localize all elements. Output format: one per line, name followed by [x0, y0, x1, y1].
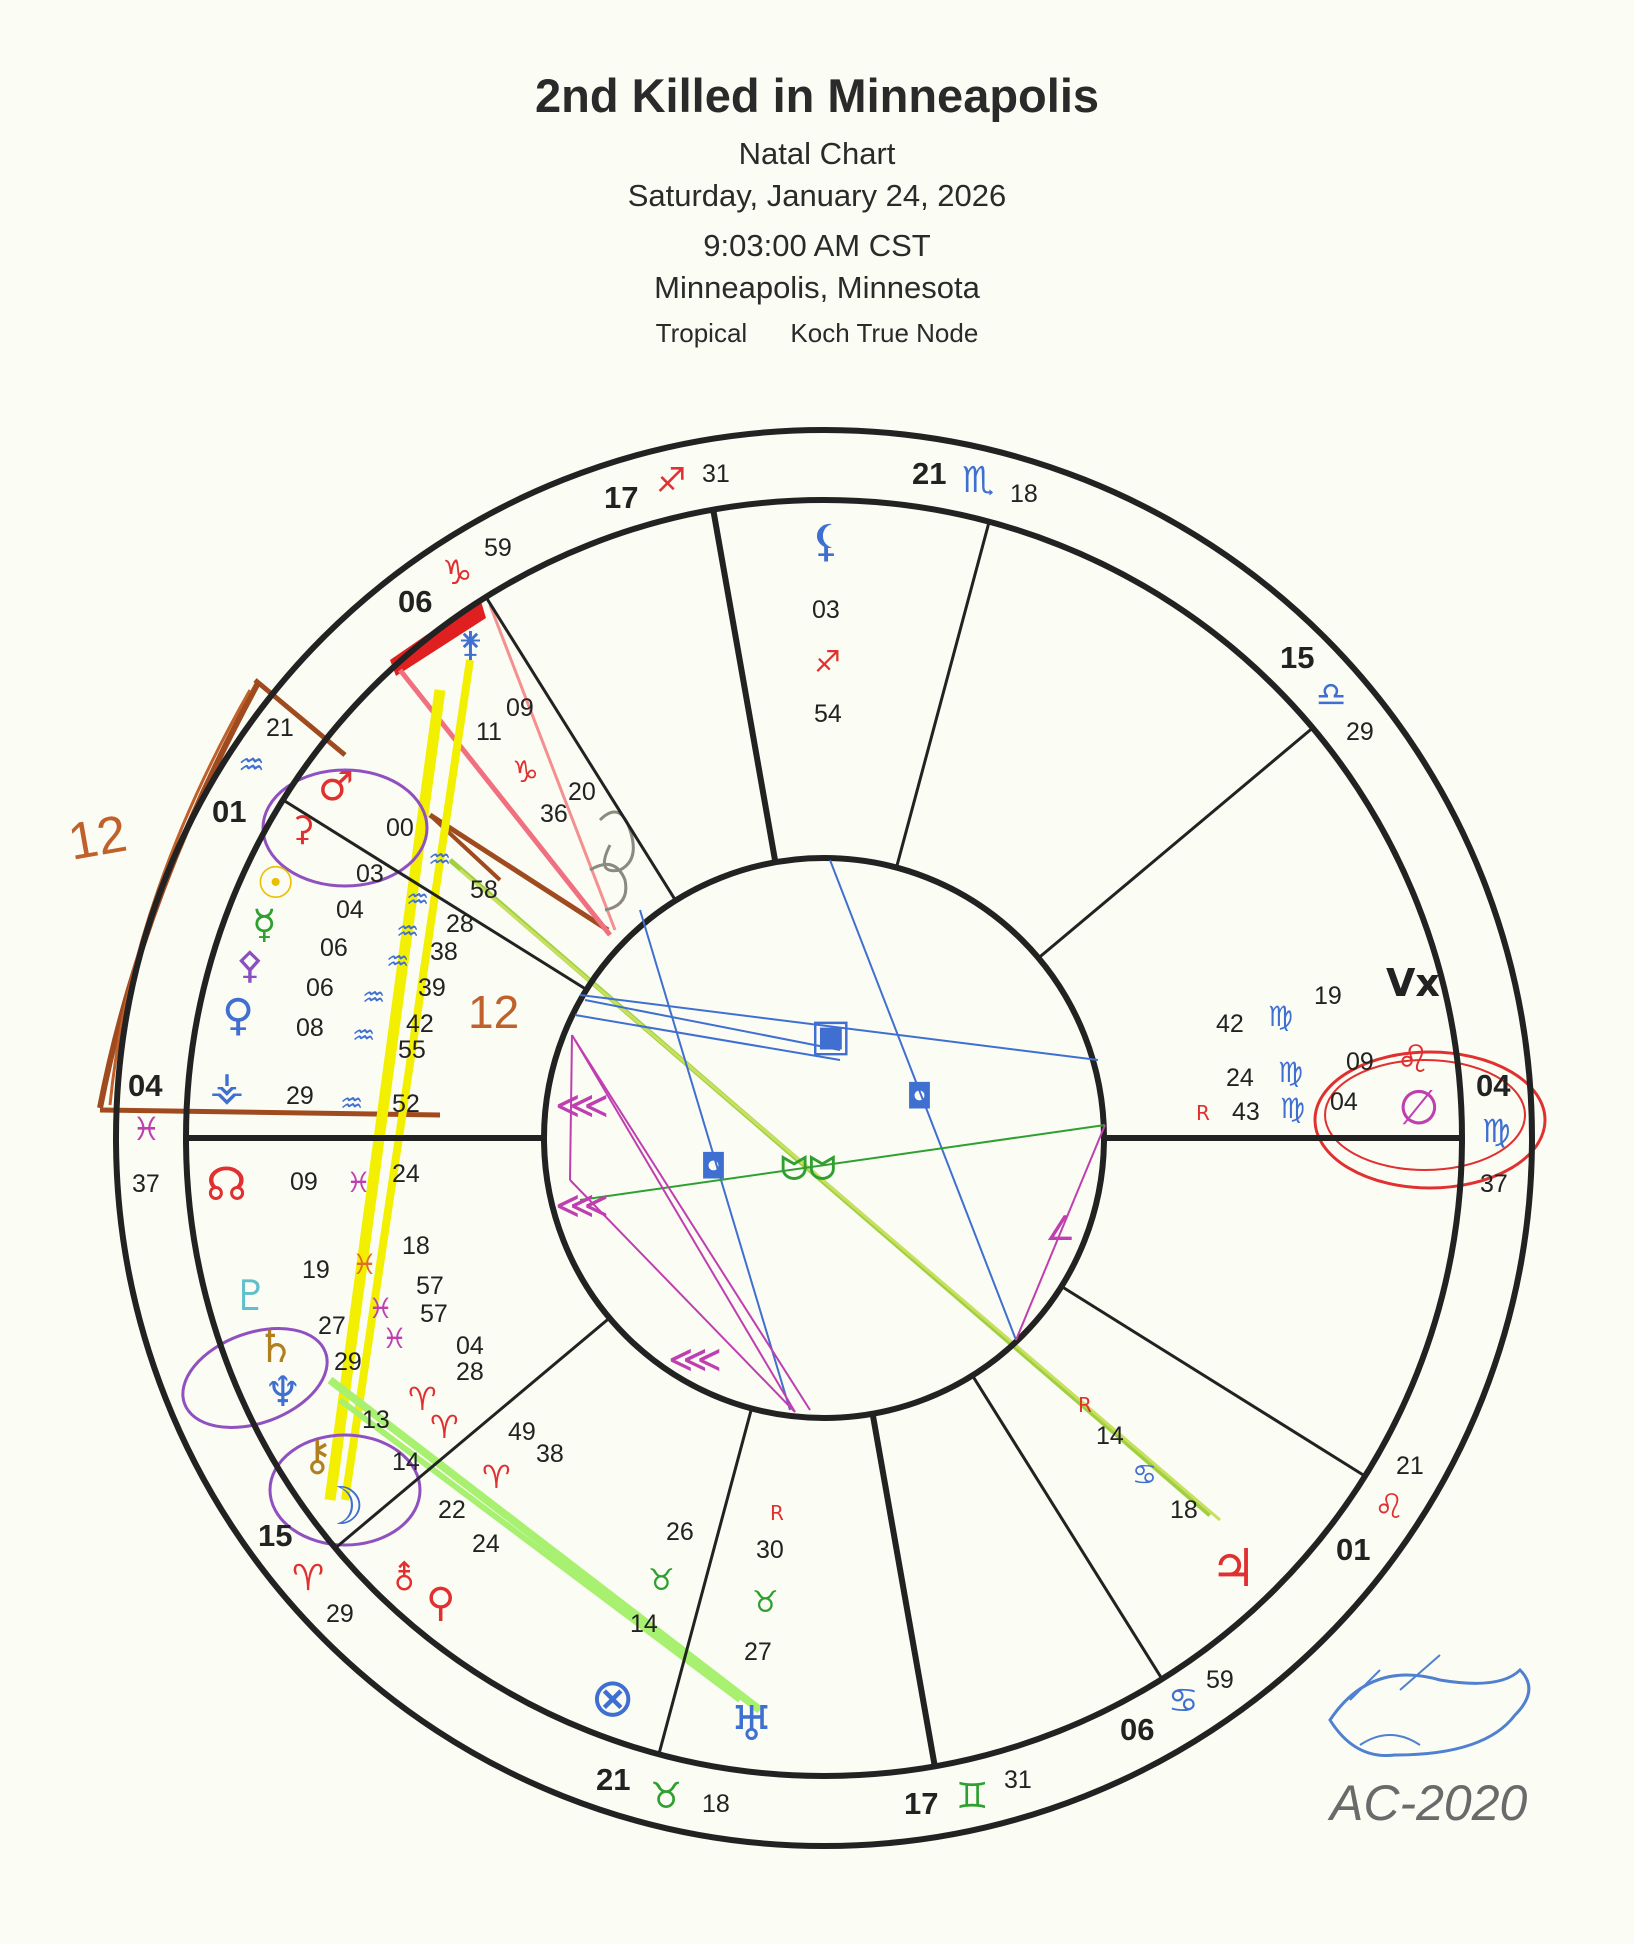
pisces-29-deg: 29 [286, 1082, 314, 1110]
quincunx-glyph: ⋘ [555, 1083, 610, 1127]
leo-icon: ♌ [1374, 1487, 1405, 1527]
moon-sign: ♈ [430, 1408, 459, 1446]
cusp-ic-deg: 17 [904, 1786, 939, 1821]
cusp-ic-min: 31 [1004, 1766, 1032, 1794]
eris-icon-2: ⚲ [426, 1580, 456, 1626]
fortune-sign: ♉ [648, 1563, 675, 1598]
vesta-icon: ⚶ [210, 1064, 244, 1110]
north-node-icon: ☊ [206, 1157, 247, 1211]
handwritten-12-outer: 12 [64, 804, 132, 872]
venus-min: 42 [406, 1010, 434, 1038]
gemini-icon: ♊ [956, 1776, 989, 1817]
mars-deg: 00 [386, 814, 414, 842]
node-min-20: 20 [568, 778, 596, 806]
cusp-8-min: 29 [1346, 718, 1374, 746]
cusp-mc-deg: 17 [604, 480, 639, 515]
yellow-aspect-line-2 [345, 660, 470, 1500]
juno-icon: ⚵ [458, 625, 483, 665]
cusp-9-min: 18 [1010, 480, 1038, 508]
saturn-deg: 29 [334, 1348, 362, 1376]
antivertex-min: 43 [1232, 1098, 1260, 1126]
cusp-3-min: 18 [702, 1790, 730, 1818]
cusp-11-min: 59 [484, 534, 512, 562]
fortune-icon: ⊗ [590, 1666, 636, 1729]
moon-min: 38 [536, 1440, 564, 1468]
chiron-deg-2: 04 [456, 1332, 484, 1360]
cusp-5-min: 59 [1206, 1666, 1234, 1694]
moon-deg: 14 [392, 1448, 420, 1476]
house-cusp-lines [186, 510, 1462, 1767]
node-deg-36: 36 [540, 800, 568, 828]
square-glyph: ◘ [700, 1147, 727, 1187]
green-aspect-line-1 [330, 1380, 760, 1710]
jupiter-min: 14 [1096, 1422, 1124, 1450]
pisces-29-min: 52 [392, 1090, 420, 1118]
house-cusp-line [713, 510, 775, 863]
lilith-min: 54 [814, 700, 842, 728]
planets [206, 516, 1440, 1752]
cusp-8-deg: 15 [1280, 640, 1315, 675]
vertex-min: 42 [1216, 1010, 1244, 1038]
vesta-min: 55 [398, 1036, 426, 1064]
retrograde-antivertex: R [1196, 1101, 1210, 1125]
pisces-29-sign: ♒ [340, 1089, 364, 1119]
chart-date: Saturday, January 24, 2026 [627, 178, 1007, 213]
cusp-2-min: 29 [326, 1600, 354, 1628]
aquarius-icon: ♒ [238, 748, 265, 783]
boar-sketch [1330, 1670, 1529, 1756]
saturn-neptune-min: 18 [402, 1232, 430, 1260]
neptune-deg: 27 [318, 1312, 346, 1340]
eris-icon: ⚨ [390, 1559, 419, 1599]
north-node-sign: ♓ [346, 1166, 372, 1199]
vertex-sign: ♍ [1268, 1000, 1294, 1033]
antivertex-sign: ♍ [1280, 1092, 1306, 1125]
vertex-icon: Vx [1386, 961, 1440, 1005]
jupiter-deg: 18 [1170, 1496, 1198, 1524]
chiron-min: 28 [456, 1358, 484, 1386]
eris-deg: 22 [438, 1496, 466, 1524]
vesta-sign: ♒ [352, 1021, 376, 1051]
pallas-min: 39 [418, 974, 446, 1002]
aspect-line [585, 1000, 840, 1050]
cusp-3-deg: 21 [596, 1762, 631, 1797]
ceres-icon: ⚳ [290, 809, 315, 849]
pholus-icon: ♌ [1396, 1037, 1431, 1081]
quincunx-glyph: ∠ [1045, 1209, 1076, 1249]
cusp-12-deg: 01 [212, 794, 247, 829]
saturn-min: 57 [420, 1300, 448, 1328]
sagittarius-icon: ♐ [656, 461, 687, 501]
mars-icon: ♂ [318, 764, 354, 810]
mercury-sign: ♒ [396, 917, 420, 947]
cusp-11-deg: 06 [398, 584, 433, 619]
cusp-mc-min: 31 [702, 460, 730, 488]
handwritten-12-inner: 12 [468, 986, 520, 1038]
house-cusp-line [896, 522, 989, 868]
virgo-icon: ♍ [1482, 1112, 1511, 1150]
north-node-min: 24 [392, 1160, 420, 1188]
saturn-sign: ♓ [382, 1322, 408, 1355]
pholus-sign: ♍ [1278, 1056, 1304, 1089]
lilith-icon: ⚸ [810, 516, 843, 567]
wheel-structure [116, 430, 1532, 1846]
pink-aspect-line-2 [490, 605, 615, 930]
cusp-2-deg: 15 [258, 1518, 293, 1553]
chiron-icon: ⚷ [302, 1431, 333, 1480]
chiron-deg: 13 [362, 1406, 390, 1434]
square-glyph: ▣ [810, 1010, 852, 1061]
uranus-min: 30 [756, 1536, 784, 1564]
lilith-sign: ♐ [814, 645, 841, 680]
moon-icon: ☽ [318, 1477, 365, 1537]
venus-sign: ♒ [362, 983, 386, 1013]
node-type: Koch True Node [790, 318, 979, 348]
chart-subtitle: Natal Chart [738, 136, 896, 171]
quincunx-glyph: ⋘ [668, 1337, 723, 1381]
juno-deg: 11 [476, 718, 502, 746]
chart-place: Minneapolis, Minnesota [654, 270, 980, 305]
retrograde-jupiter: R [1078, 1393, 1092, 1417]
vertex-deg: 19 [1314, 982, 1342, 1010]
retrograde-uranus: R [770, 1501, 784, 1525]
house-cusp-line [1038, 728, 1312, 958]
saturn-neptune-deg: 19 [302, 1256, 330, 1284]
neptune-icon: ♆ [264, 1367, 302, 1416]
antivertex-icon: ∅ [1398, 1080, 1440, 1136]
neptune-min: 57 [416, 1272, 444, 1300]
sun-icon: ☉ [256, 858, 296, 909]
cusp-6-min: 21 [1396, 1452, 1424, 1480]
sun-deg: 03 [356, 860, 384, 888]
mars-min: 58 [470, 876, 498, 904]
eris-sign: ♈ [482, 1458, 511, 1496]
cusp-dsc-deg: 04 [1476, 1068, 1511, 1103]
mars-sign: ♒ [428, 845, 452, 875]
cusp-dsc-min: 37 [1480, 1170, 1508, 1198]
mercury-icon: ☿ [252, 902, 277, 948]
chiron-sign: ♈ [408, 1380, 437, 1418]
libra-icon: ♎ [1316, 675, 1347, 715]
sun-sign: ♒ [406, 885, 430, 915]
gray-scribble [590, 812, 633, 910]
saturn-neptune-icon: ♇ [232, 1271, 270, 1320]
aspect-line [580, 1125, 1105, 1200]
neptune-sign: ♓ [368, 1292, 394, 1325]
scorpio-icon: ♏ [962, 460, 995, 501]
signature-text: AC-2020 [1330, 1775, 1528, 1831]
uranus-sign: ♉ [752, 1585, 779, 1620]
saturn-icon: ♄ [256, 1322, 296, 1373]
pallas-sign: ♒ [386, 947, 410, 977]
house-cusp-line [873, 1414, 935, 1767]
pisces-icon: ♓ [132, 1110, 161, 1148]
cusp-asc-deg: 04 [128, 1068, 163, 1103]
jupiter-icon: ♃ [1210, 1539, 1257, 1599]
cusp-5-deg: 06 [1120, 1712, 1155, 1747]
chart-title: 2nd Killed in Minneapolis [534, 69, 1100, 122]
house-cusp-line [972, 1375, 1162, 1679]
square-glyph: ◘ [906, 1077, 933, 1117]
signature [1327, 1655, 1529, 1831]
cusp-9-deg: 21 [912, 456, 947, 491]
saturn-neptune-sign: ♓ [352, 1248, 378, 1281]
north-node-deg: 09 [290, 1168, 318, 1196]
pholus-deg: 09 [1346, 1048, 1374, 1076]
zodiac-type: Tropical [655, 318, 748, 348]
fortune-deg: 14 [630, 1610, 658, 1638]
mercury-min: 38 [430, 938, 458, 966]
eris-min: 24 [472, 1530, 500, 1558]
cusp-asc-min: 37 [132, 1170, 160, 1198]
capricorn-icon: ♑ [442, 553, 473, 593]
pallas-icon: ⚴ [236, 943, 264, 987]
taurus-icon: ♉ [650, 1776, 683, 1817]
juno-min: 09 [506, 694, 534, 722]
vesta-deg: 08 [296, 1014, 324, 1042]
moon-deg-2: 49 [508, 1418, 536, 1446]
quincunx-glyph: ⋘ [555, 1183, 610, 1227]
cancer-icon: ♋ [1168, 1681, 1199, 1721]
venus-deg: 06 [306, 974, 334, 1002]
uranus-deg: 27 [744, 1638, 772, 1666]
jupiter-sign: ♋ [1132, 1458, 1158, 1491]
trine-glyph: ᗢᗢ [780, 1149, 837, 1189]
chart-time: 9:03:00 AM CST [703, 228, 931, 263]
cusp-12-min: 21 [266, 714, 294, 742]
uranus-icon: ♅ [730, 1696, 774, 1752]
house-cusp-line [486, 597, 676, 901]
pallas-deg: 06 [320, 934, 348, 962]
antivertex-deg: 04 [1330, 1088, 1358, 1116]
aries-icon: ♈ [292, 1558, 325, 1599]
mercury-deg: 04 [336, 896, 364, 924]
boar-sketch-2 [1350, 1655, 1440, 1745]
fortune-min: 26 [666, 1518, 694, 1546]
sun-min: 28 [446, 910, 474, 938]
venus-icon: ♀ [222, 990, 255, 1041]
juno-sign: ♑ [512, 755, 539, 790]
pholus-min: 24 [1226, 1064, 1254, 1092]
lilith-deg: 03 [812, 596, 840, 624]
cusp-6-deg: 01 [1336, 1532, 1371, 1567]
